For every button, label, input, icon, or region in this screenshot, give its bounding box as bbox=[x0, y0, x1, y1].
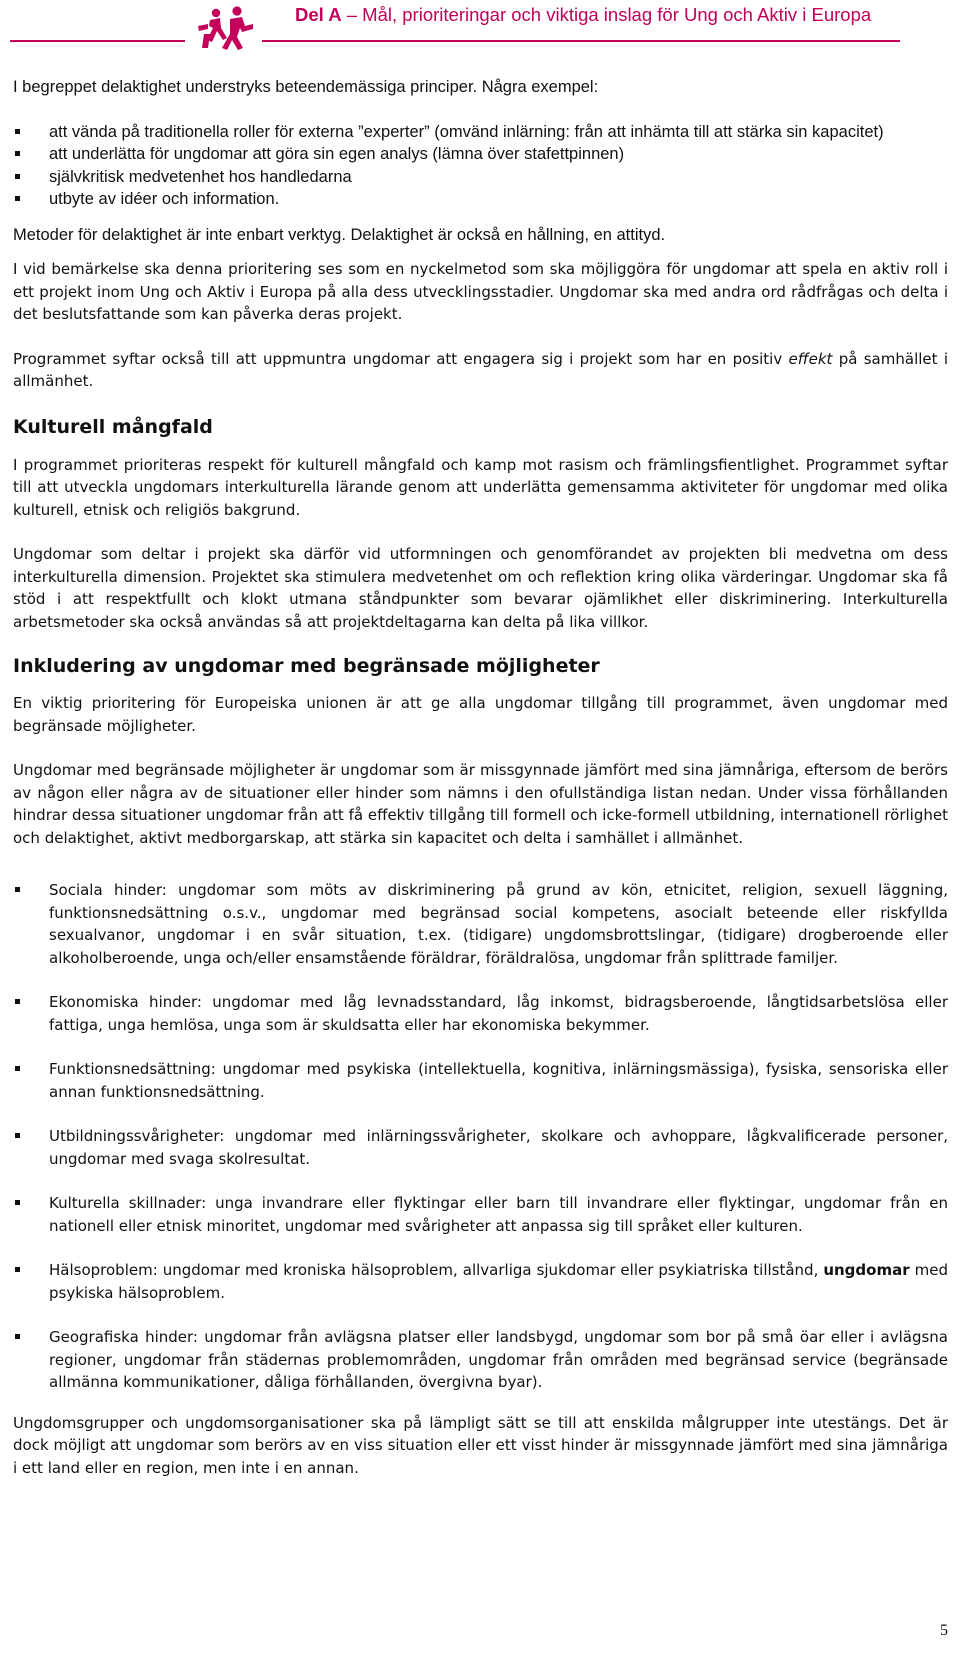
bullet-square-icon bbox=[15, 129, 20, 134]
youth-in-action-logo-icon bbox=[190, 4, 258, 56]
bullet-square-icon bbox=[15, 887, 20, 892]
bullet-square-icon bbox=[15, 1066, 20, 1071]
methods-paragraph: Metoder för delaktighet är inte enbart verktyg. Delaktighet är också en hållning, en attityd. bbox=[13, 225, 666, 244]
bullet-square-icon bbox=[15, 174, 20, 179]
bullet-square-icon bbox=[15, 1267, 20, 1272]
culture-paragraph-2: Ungdomar som deltar i projekt ska därför vid utformningen och genomförandet av projekten bli medvetna om dess interkulturella dimension. Projektet ska stimulera medvetenhet om och reflektion kring olika värderingar. Ungdomar ska få stöd i att respektfullt och klokt utmana ståndpunkter som bevarar ojämlikhet eller diskriminering. Interkulturella arbetsmetoder ska också användas så att projektdeltagarna kan delta på lika villkor. bbox=[13, 545, 948, 631]
header-part: Del A bbox=[295, 4, 342, 25]
bullet-square-icon bbox=[15, 999, 20, 1004]
bullet-square-icon bbox=[15, 1133, 20, 1138]
intro-bullet-list bbox=[13, 121, 960, 211]
heading-inclusion: Inkludering av ungdomar med begränsade möjligheter bbox=[13, 655, 600, 677]
list-item: Kulturella skillnader: unga invandrare eller flyktingar eller barn till invandrare eller flyktingar, ungdomar från en nationell eller etnisk minoritet, ungdomar med svårigheter att anpassa sig till språket eller kulturen. bbox=[13, 1192, 948, 1237]
inclusion-paragraph-2: Ungdomar med begränsade möjligheter är ungdomar som är missgynnade jämfört med sina jämnåriga, eftersom de berörs av någon eller några av de situationer eller hinder som nämns i den ofullständiga listan nedan. Under vissa förhållanden hindrar dessa situationer ungdomar från att få effektiv tillgång till formell och icke-formell utbildning, internationell rörlighet och delaktighet, aktivt medborgarskap, att stärka sin kapacitet och delta i samhället i allmänhet. bbox=[13, 761, 948, 847]
header-rule-right bbox=[262, 40, 900, 42]
closing-paragraph: Ungdomsgrupper och ungdomsorganisationer ska på lämpligt sätt se till att enskilda målgrupper inte utestängs. Det är dock möjligt att ungdomar som berörs av en viss situation eller ett visst hinder är missgynnade jämfört med sina jämnåriga i ett land eller en region, men inte i en annan. bbox=[13, 1413, 948, 1477]
list-item: Ekonomiska hinder: ungdomar med låg levnadsstandard, låg inkomst, bidragsberoende, långtidsarbetslösa eller fattiga, unga hemlösa, unga som är skuldsatta eller har ekonomiska bekymmer. bbox=[13, 991, 948, 1036]
bullet-square-icon bbox=[15, 196, 20, 201]
inclusion-paragraph-1: En viktig prioritering för Europeiska unionen är att ge alla ungdomar tillgång till programmet, även ungdomar med begränsade möjligheter. bbox=[13, 694, 948, 735]
culture-paragraph-1: I programmet prioriteras respekt för kulturell mångfald och kamp mot rasism och främlingsfientlighet. Programmet syftar till att utveckla ungdomars interkulturella lärande genom att underlätta gemensamma aktiviteter för ungdomar med olika kulturell, etnisk och religiös bakgrund. bbox=[13, 455, 948, 519]
heading-cultural-diversity: Kulturell mångfald bbox=[13, 415, 213, 438]
main-content bbox=[13, 76, 960, 1479]
obstacles-list bbox=[13, 879, 960, 1394]
intro-lead: I begreppet delaktighet understryks beteendemässiga principer. Några exempel: bbox=[13, 78, 599, 96]
list-item: Hälsoproblem: ungdomar med kroniska hälsoproblem, allvarliga sjukdomar eller psykiatriska tillstånd, ungdomar med psykiska hälsoproblem. bbox=[13, 1259, 948, 1304]
list-item: att vända på traditionella roller för externa ”experter” (omvänd inlärning: från att inhämta till att stärka sin kapacitet) bbox=[13, 121, 948, 144]
bullet-square-icon bbox=[15, 151, 20, 156]
list-item: Utbildningssvårigheter: ungdomar med inlärningssvårigheter, skolkare och avhoppare, lågkvalificerade personer, ungdomar med svaga skolresultat. bbox=[13, 1125, 948, 1170]
list-item: Funktionsnedsättning: ungdomar med psykiska (intellektuella, kognitiva, inlärningsmässiga), fysiska, sensoriska eller annan funktionsnedsättning. bbox=[13, 1058, 948, 1103]
bold-ungdomar: ungdomar bbox=[823, 1261, 910, 1279]
list-item: att underlätta för ungdomar att göra sin egen analys (lämna över stafettpinnen) bbox=[13, 143, 948, 166]
bullet-square-icon bbox=[15, 1334, 20, 1339]
bullet-square-icon bbox=[15, 1200, 20, 1205]
list-item: självkritisk medvetenhet hos handledarna bbox=[13, 166, 948, 189]
header-title: – Mål, prioriteringar och viktiga inslag för Ung och Aktiv i Europa bbox=[341, 4, 872, 25]
running-header bbox=[295, 4, 935, 26]
header-rule-left bbox=[10, 40, 185, 42]
list-item: Geografiska hinder: ungdomar från avlägsna platser eller landsbygd, ungdomar som bor på små öar eller i avlägsna regioner, ungdomar från städernas problemområden, ungdomar från områden med begränsad service (begränsade allmänna kommunikationer, dåliga förhållanden, övergivna byar). bbox=[13, 1326, 948, 1394]
emphasis-effekt: effekt bbox=[788, 349, 833, 368]
list-item: Sociala hinder: ungdomar som möts av diskriminering på grund av kön, etnicitet, religion, sexuell läggning, funktionsnedsättning o.s.v., ungdomar med begränsad social kompetens, asocialt beteende eller riskfyllda sexualvanor, ungdomar i en svår situation, t.ex. (tidigare) ungdomsbrottslingar, (tidigare) drogberoende eller alkoholberoende, unga och/eller ensamstående föräldrar, föräldralösa, ungdomar från splittrade familjer. bbox=[13, 879, 948, 969]
programme-aim-paragraph: Programmet syftar också till att uppmuntra ungdomar att engagera sig i projekt som har en positiv effekt på samhället i allmänhet. bbox=[13, 349, 948, 390]
list-item: utbyte av idéer och information. bbox=[13, 188, 948, 211]
participation-paragraph: I vid bemärkelse ska denna prioritering ses som en nyckelmetod som ska möjliggöra för ungdomar att spela en aktiv roll i ett projekt inom Ung och Aktiv i Europa på alla dess utvecklingsstadier. Ungdomar ska med andra ord rådfrågas och delta i det beslutsfattande som kan påverka deras projekt. bbox=[13, 260, 948, 323]
page-number: 5 bbox=[940, 1622, 948, 1639]
